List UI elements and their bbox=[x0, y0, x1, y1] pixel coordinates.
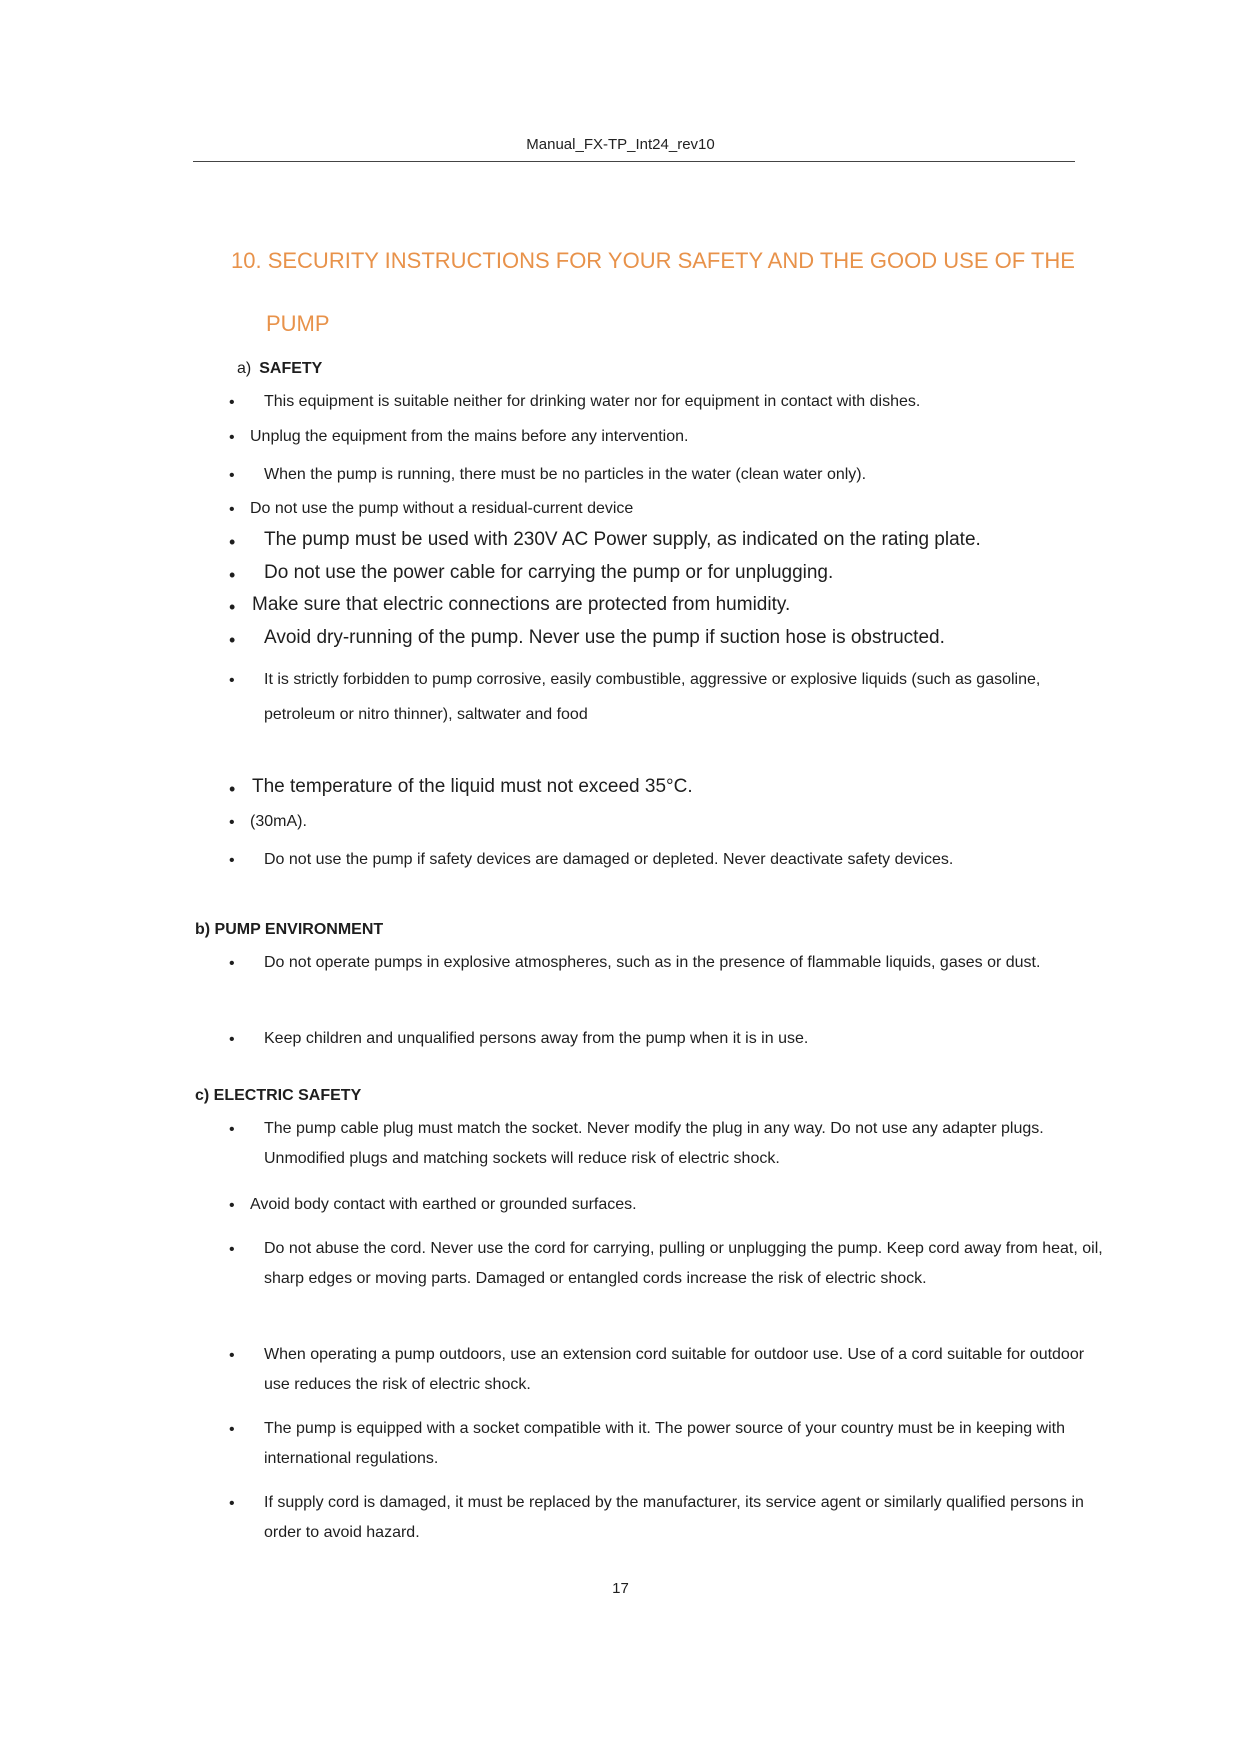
subsection-b-heading: b) PUMP ENVIRONMENT bbox=[195, 921, 384, 938]
bullet-icon: • bbox=[229, 429, 235, 446]
running-header: Manual_FX-TP_Int24_rev10 bbox=[526, 136, 715, 153]
list-item-text: Avoid dry-running of the pump. Never use the pump if suction hose is obstructed. bbox=[264, 627, 945, 648]
bullet-icon: • bbox=[229, 532, 236, 552]
bullet-icon: • bbox=[229, 1241, 235, 1258]
bullet-icon: • bbox=[229, 394, 235, 411]
list-item-text: The pump must be used with 230V AC Power supply, as indicated on the rating plate. bbox=[264, 529, 981, 550]
bullet-icon: • bbox=[229, 955, 235, 972]
bullet-icon: • bbox=[229, 1121, 235, 1138]
bullet-icon: • bbox=[229, 1495, 235, 1512]
list-item-text: The pump cable plug must match the socket. Never modify the plug in any way. Do not use any adapter plugs. Unmodified plugs and matching sockets will reduce risk of electric shock. bbox=[264, 1120, 1044, 1167]
list-item-text: Do not use the power cable for carrying the pump or for unplugging. bbox=[264, 562, 834, 583]
bullet-icon: • bbox=[229, 565, 236, 585]
list-item-text: Make sure that electric connections are protected from humidity. bbox=[252, 594, 791, 615]
bullet-icon: • bbox=[229, 597, 236, 617]
subsection-a-marker: a) bbox=[237, 360, 252, 377]
subsection-a-title: SAFETY bbox=[259, 360, 323, 377]
bullet-icon: • bbox=[229, 779, 236, 799]
bullet-icon: • bbox=[229, 1421, 235, 1438]
list-item-text: Do not operate pumps in explosive atmospheres, such as in the presence of flammable liquids, gases or dust. bbox=[264, 954, 1041, 971]
bullet-icon: • bbox=[229, 814, 235, 831]
list-item-text: Avoid body contact with earthed or grounded surfaces. bbox=[250, 1196, 637, 1213]
bullet-icon: • bbox=[229, 467, 235, 484]
list-item-text: When operating a pump outdoors, use an extension cord suitable for outdoor use. Use of a cord suitable for outdoor use reduces the risk of electric shock. bbox=[264, 1346, 1085, 1393]
header-divider bbox=[193, 161, 1075, 162]
subsection-a-heading bbox=[237, 360, 322, 378]
page-number: 17 bbox=[612, 1580, 629, 1597]
bullet-icon: • bbox=[229, 672, 235, 689]
bullet-icon: • bbox=[229, 852, 235, 869]
list-item-text: It is strictly forbidden to pump corrosive, easily combustible, aggressive or explosive liquids (such as gasoline, petroleum or nitro thinner), saltwater and food bbox=[264, 671, 1041, 723]
list-item-text: When the pump is running, there must be no particles in the water (clean water only). bbox=[264, 466, 867, 483]
list-item-text: Do not use the pump if safety devices are damaged or depleted. Never deactivate safety devices. bbox=[264, 851, 954, 868]
list-item-text: Unplug the equipment from the mains before any intervention. bbox=[250, 428, 689, 445]
list-item-text: The temperature of the liquid must not exceed 35°C. bbox=[252, 776, 693, 797]
subsection-c-heading: c) ELECTRIC SAFETY bbox=[195, 1087, 362, 1104]
list-item-text: Keep children and unqualified persons away from the pump when it is in use. bbox=[264, 1030, 809, 1047]
list-item-text: If supply cord is damaged, it must be replaced by the manufacturer, its service agent or similarly qualified persons in order to avoid hazard. bbox=[264, 1494, 1084, 1541]
bullet-icon: • bbox=[229, 1197, 235, 1214]
section-title-continued: PUMP bbox=[266, 311, 330, 336]
bullet-icon: • bbox=[229, 1347, 235, 1364]
list-item-text: Do not use the pump without a residual-current device bbox=[250, 500, 634, 517]
list-item-text: The pump is equipped with a socket compatible with it. The power source of your country must be in keeping with international regulations. bbox=[264, 1420, 1066, 1467]
section-title: 10. SECURITY INSTRUCTIONS FOR YOUR SAFETY AND THE GOOD USE OF THE bbox=[231, 248, 1075, 273]
bullet-icon: • bbox=[229, 1031, 235, 1048]
list-item-text: (30mA). bbox=[250, 813, 307, 830]
bullet-icon: • bbox=[229, 630, 236, 650]
list-item-text: Do not abuse the cord. Never use the cord for carrying, pulling or unplugging the pump. Keep cord away from heat, oil, sharp edges or moving parts. Damaged or entangled cords increase the risk of electric shock. bbox=[264, 1240, 1103, 1287]
bullet-icon: • bbox=[229, 501, 235, 518]
list-item-text: This equipment is suitable neither for drinking water nor for equipment in contact with dishes. bbox=[264, 393, 921, 410]
